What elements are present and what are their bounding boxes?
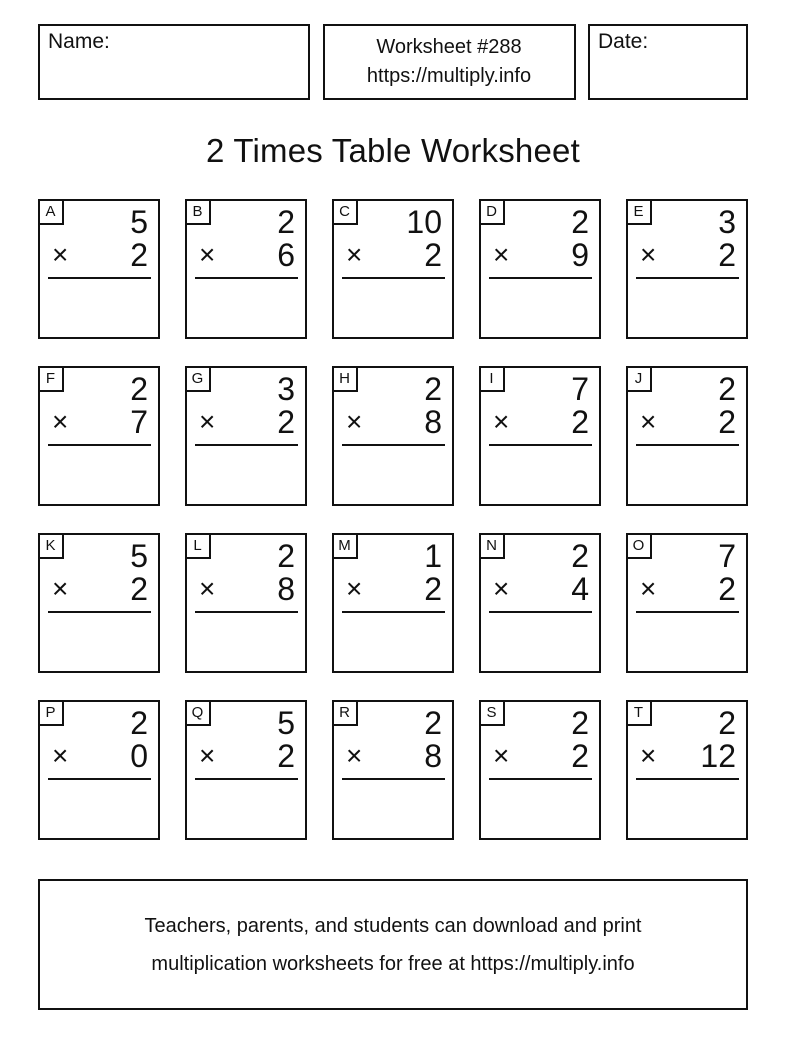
problem-letter: C (339, 203, 350, 220)
multiply-icon: × (493, 740, 510, 771)
problem-letter: T (633, 704, 644, 721)
problem-letter-badge (332, 700, 358, 726)
problem-card-D (479, 199, 601, 339)
multiply-icon: × (52, 573, 69, 604)
problem-letter: M (338, 537, 351, 554)
multiplicand: 2 (571, 204, 589, 240)
multiplier: 2 (277, 404, 295, 440)
problem-card-T (626, 700, 748, 840)
problem-card-M (332, 533, 454, 673)
answer-line (636, 444, 739, 446)
answer-space (334, 614, 452, 671)
multiply-icon: × (52, 740, 69, 771)
answer-space (40, 614, 158, 671)
problem-letter: G (191, 370, 204, 387)
multiplicand: 2 (424, 371, 442, 407)
problem-card-F (38, 366, 160, 506)
answer-space (628, 447, 746, 504)
multiplicand: 2 (424, 705, 442, 741)
problem-letter: H (339, 370, 350, 387)
problem-letter: N (486, 537, 497, 554)
multiplier: 8 (277, 571, 295, 607)
problem-letter-badge (185, 366, 211, 392)
multiplier: 9 (571, 237, 589, 273)
answer-space (481, 280, 599, 337)
multiply-icon: × (493, 406, 510, 437)
answer-line (195, 778, 298, 780)
problem-letter: J (634, 370, 643, 387)
date-field-box (588, 24, 748, 100)
answer-space (481, 447, 599, 504)
multiply-icon: × (346, 406, 363, 437)
problem-letter-badge (626, 533, 652, 559)
answer-space (628, 614, 746, 671)
multiplier: 2 (571, 404, 589, 440)
problem-card-O (626, 533, 748, 673)
worksheet-url: https://multiply.info (366, 65, 532, 87)
answer-line (489, 277, 592, 279)
problem-letter: S (486, 704, 497, 721)
problem-letter: K (45, 537, 56, 554)
answer-line (489, 444, 592, 446)
problem-letter: E (633, 203, 644, 220)
problem-letter-badge (626, 199, 652, 225)
multiply-icon: × (346, 740, 363, 771)
problem-letter: Q (191, 704, 204, 721)
multiplicand: 2 (718, 371, 736, 407)
answer-space (481, 781, 599, 838)
answer-line (636, 611, 739, 613)
multiplier: 6 (277, 237, 295, 273)
footer-box (38, 879, 748, 1010)
multiplier: 2 (424, 571, 442, 607)
problem-letter-badge (479, 700, 505, 726)
problem-card-B (185, 199, 307, 339)
problem-card-E (626, 199, 748, 339)
answer-line (342, 778, 445, 780)
problem-card-L (185, 533, 307, 673)
problem-letter-badge (38, 366, 64, 392)
multiply-icon: × (640, 239, 657, 270)
answer-line (342, 611, 445, 613)
multiplier: 2 (571, 738, 589, 774)
problem-letter-badge (38, 199, 64, 225)
problem-card-A (38, 199, 160, 339)
problem-card-J (626, 366, 748, 506)
multiplier: 7 (130, 404, 148, 440)
problem-letter-badge (185, 199, 211, 225)
problem-letter-badge (626, 366, 652, 392)
problem-letter: R (339, 704, 350, 721)
multiplier: 2 (718, 404, 736, 440)
problems-grid (38, 199, 748, 840)
multiplier: 8 (424, 404, 442, 440)
answer-space (187, 280, 305, 337)
answer-space (40, 280, 158, 337)
multiplier: 2 (130, 571, 148, 607)
multiplier: 2 (130, 237, 148, 273)
answer-space (334, 447, 452, 504)
answer-line (48, 277, 151, 279)
multiplier: 8 (424, 738, 442, 774)
problem-card-G (185, 366, 307, 506)
multiplier: 12 (700, 738, 736, 774)
worksheet-number: Worksheet #288 (376, 36, 522, 58)
answer-line (636, 277, 739, 279)
problem-letter-badge (332, 199, 358, 225)
answer-line (489, 778, 592, 780)
multiply-icon: × (640, 573, 657, 604)
answer-line (48, 444, 151, 446)
multiply-icon: × (199, 740, 216, 771)
multiplicand: 2 (571, 538, 589, 574)
answer-space (40, 447, 158, 504)
problem-letter-badge (332, 533, 358, 559)
answer-space (481, 614, 599, 671)
problem-card-I (479, 366, 601, 506)
answer-space (187, 447, 305, 504)
multiplicand: 5 (277, 705, 295, 741)
problem-letter-badge (479, 366, 505, 392)
multiplier: 0 (130, 738, 148, 774)
answer-line (48, 778, 151, 780)
problem-letter-badge (185, 533, 211, 559)
multiplier: 2 (277, 738, 295, 774)
multiplicand: 2 (130, 371, 148, 407)
problem-card-N (479, 533, 601, 673)
multiply-icon: × (52, 239, 69, 270)
multiplicand: 2 (718, 705, 736, 741)
multiplicand: 10 (406, 204, 442, 240)
multiplicand: 2 (277, 538, 295, 574)
multiplicand: 2 (571, 705, 589, 741)
answer-space (628, 781, 746, 838)
answer-line (636, 778, 739, 780)
multiplier: 2 (718, 571, 736, 607)
problem-letter-badge (479, 199, 505, 225)
problem-letter: I (489, 370, 494, 387)
problem-card-K (38, 533, 160, 673)
problem-letter-badge (38, 700, 64, 726)
problem-card-C (332, 199, 454, 339)
problem-letter-badge (38, 533, 64, 559)
multiplier: 2 (424, 237, 442, 273)
problem-letter: O (632, 537, 645, 554)
problem-letter: A (45, 203, 56, 220)
answer-line (342, 277, 445, 279)
answer-space (628, 280, 746, 337)
worksheet-info-box (323, 24, 576, 100)
multiplicand: 5 (130, 538, 148, 574)
header (38, 24, 748, 100)
multiply-icon: × (493, 573, 510, 604)
multiplier: 2 (718, 237, 736, 273)
answer-space (334, 781, 452, 838)
problem-card-H (332, 366, 454, 506)
problem-letter-badge (626, 700, 652, 726)
multiply-icon: × (640, 740, 657, 771)
answer-line (342, 444, 445, 446)
multiplicand: 5 (130, 204, 148, 240)
multiplicand: 7 (718, 538, 736, 574)
problem-letter: P (45, 704, 56, 721)
problem-card-S (479, 700, 601, 840)
problem-card-Q (185, 700, 307, 840)
multiplicand: 2 (130, 705, 148, 741)
answer-space (334, 280, 452, 337)
answer-line (195, 611, 298, 613)
multiplicand: 3 (277, 371, 295, 407)
multiplier: 4 (571, 571, 589, 607)
multiplicand: 3 (718, 204, 736, 240)
problem-card-R (332, 700, 454, 840)
multiply-icon: × (52, 406, 69, 437)
answer-line (195, 277, 298, 279)
page-title: 2 Times Table Worksheet (206, 132, 580, 169)
problem-card-P (38, 700, 160, 840)
answer-space (40, 781, 158, 838)
multiply-icon: × (199, 239, 216, 270)
problem-letter-badge (185, 700, 211, 726)
problem-letter: F (45, 370, 56, 387)
name-label: Name: (48, 30, 110, 53)
multiply-icon: × (346, 239, 363, 270)
name-field-box (38, 24, 310, 100)
problem-letter: B (192, 203, 203, 220)
answer-line (48, 611, 151, 613)
footer-line1: Teachers, parents, and students can download and print (144, 914, 642, 937)
answer-line (489, 611, 592, 613)
problem-letter: L (193, 537, 202, 554)
multiplicand: 2 (277, 204, 295, 240)
multiply-icon: × (640, 406, 657, 437)
problem-letter-badge (479, 533, 505, 559)
answer-line (195, 444, 298, 446)
multiply-icon: × (199, 573, 216, 604)
problem-letter-badge (332, 366, 358, 392)
problem-letter: D (486, 203, 497, 220)
multiply-icon: × (346, 573, 363, 604)
multiplicand: 1 (424, 538, 442, 574)
date-label: Date: (598, 30, 649, 53)
multiply-icon: × (199, 406, 216, 437)
footer-line2: multiplication worksheets for free at https://multiply.info (151, 952, 635, 975)
answer-space (187, 614, 305, 671)
multiply-icon: × (493, 239, 510, 270)
answer-space (187, 781, 305, 838)
multiplicand: 7 (571, 371, 589, 407)
